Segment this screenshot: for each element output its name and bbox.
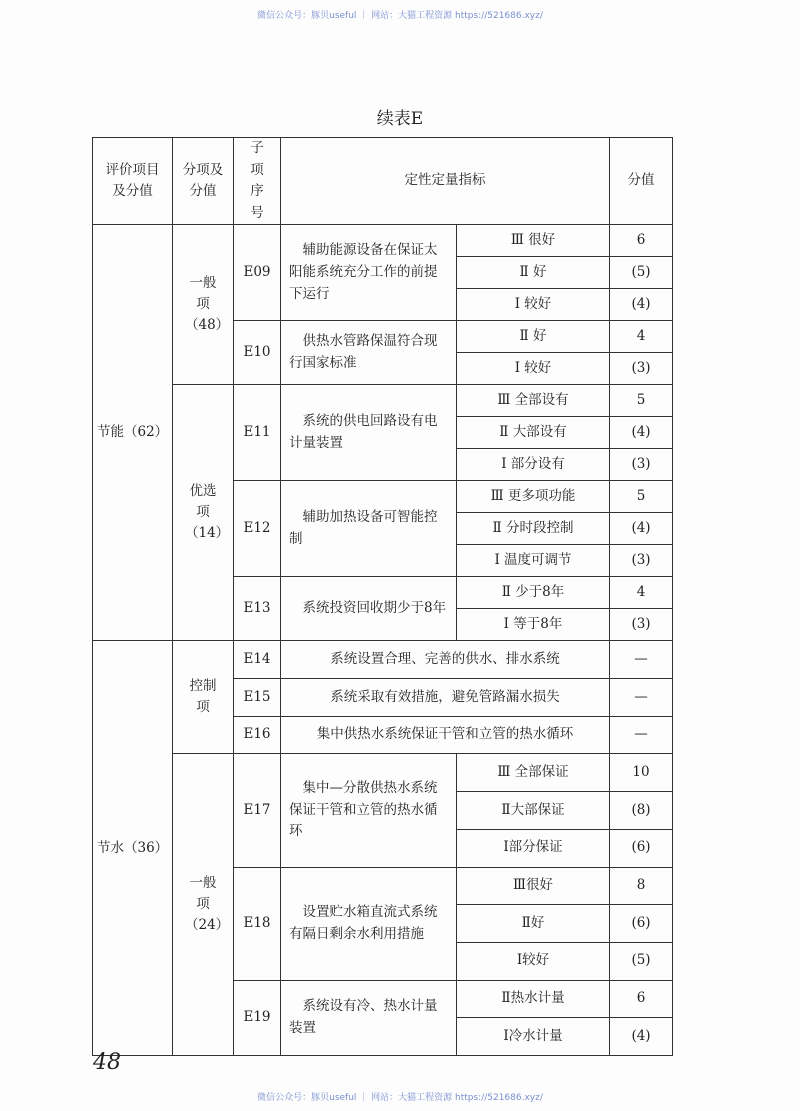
level-label: Ⅰ 等于8年: [457, 609, 610, 641]
item-code: E09: [234, 225, 281, 321]
score-cell: —: [610, 679, 673, 717]
table-row: [93, 385, 673, 417]
item-description: 系统的供电回路设有电计量装置: [281, 385, 457, 481]
item-description: 系统投资回收期少于8年: [281, 577, 457, 641]
section-cell: 一般项（48）: [173, 225, 234, 385]
score-cell: 5: [610, 481, 673, 513]
level-label: Ⅰ 部分设有: [457, 449, 610, 481]
section-cell: 控制项: [173, 641, 234, 754]
score-cell: (4): [610, 1018, 673, 1056]
item-description: 辅助加热设备可智能控制: [281, 481, 457, 577]
table-row: [93, 754, 673, 792]
level-label: Ⅱ 大部设有: [457, 417, 610, 449]
score-cell: (5): [610, 257, 673, 289]
item-description: 集中—分散供热水系统保证干管和立管的热水循环: [281, 754, 457, 867]
item-code: E12: [234, 481, 281, 577]
score-cell: (6): [610, 905, 673, 943]
level-label: Ⅲ 更多项功能: [457, 481, 610, 513]
group-cell: 节能（62）: [93, 225, 173, 641]
header-cell: 分项及分值: [173, 138, 234, 225]
level-label: Ⅲ 很好: [457, 225, 610, 257]
score-cell: (4): [610, 417, 673, 449]
level-label: Ⅲ 全部设有: [457, 385, 610, 417]
header-cell: 子项序号: [234, 138, 281, 225]
score-cell: (3): [610, 353, 673, 385]
item-description: 系统设置合理、完善的供水、排水系统: [281, 641, 610, 679]
watermark-top: 微信公众号：豚贝useful ｜ 网站：大猫工程资源 https://521686.xyz/: [257, 11, 543, 21]
score-cell: (4): [610, 513, 673, 545]
score-cell: 6: [610, 980, 673, 1018]
level-label: Ⅱ好: [457, 905, 610, 943]
item-code: E15: [234, 679, 281, 717]
level-label: Ⅱ 分时段控制: [457, 513, 610, 545]
score-cell: 4: [610, 577, 673, 609]
item-description: 系统采取有效措施，避免管路漏水损失: [281, 679, 610, 717]
item-description: 设置贮水箱直流式系统有隔日剩余水利用措施: [281, 867, 457, 980]
item-description: 系统设有冷、热水计量装置: [281, 980, 457, 1055]
header-cell: 定性定量指标: [281, 138, 610, 225]
watermark-bottom: 微信公众号：豚贝useful ｜ 网站：大猫工程资源 https://521686.xyz/: [257, 1093, 543, 1103]
group-cell: 节水（36）: [93, 641, 173, 1056]
score-cell: 4: [610, 321, 673, 353]
level-label: Ⅲ很好: [457, 867, 610, 905]
score-cell: 5: [610, 385, 673, 417]
item-description: 辅助能源设备在保证太阳能系统充分工作的前提下运行: [281, 225, 457, 321]
score-cell: (3): [610, 449, 673, 481]
score-cell: (5): [610, 942, 673, 980]
item-code: E14: [234, 641, 281, 679]
item-code: E16: [234, 716, 281, 754]
level-label: Ⅰ 温度可调节: [457, 545, 610, 577]
table-title: 续表E: [376, 109, 424, 129]
level-label: Ⅱ热水计量: [457, 980, 610, 1018]
score-cell: 8: [610, 867, 673, 905]
level-label: Ⅰ较好: [457, 942, 610, 980]
header-cell: 评价项目及分值: [93, 138, 173, 225]
item-code: E13: [234, 577, 281, 641]
score-cell: —: [610, 641, 673, 679]
level-label: Ⅱ 少于8年: [457, 577, 610, 609]
level-label: Ⅰ部分保证: [457, 829, 610, 867]
level-label: Ⅰ冷水计量: [457, 1018, 610, 1056]
score-cell: —: [610, 716, 673, 754]
page-number: 48: [93, 1050, 121, 1075]
score-cell: (3): [610, 545, 673, 577]
level-label: Ⅰ 较好: [457, 289, 610, 321]
score-cell: 10: [610, 754, 673, 792]
item-code: E10: [234, 321, 281, 385]
header-row: [93, 138, 673, 225]
header-cell: 分值: [610, 138, 673, 225]
table-row: [93, 641, 673, 679]
score-cell: (6): [610, 829, 673, 867]
score-cell: (3): [610, 609, 673, 641]
item-code: E11: [234, 385, 281, 481]
level-label: Ⅱ 好: [457, 321, 610, 353]
level-label: Ⅱ 好: [457, 257, 610, 289]
item-description: 集中供热水系统保证干管和立管的热水循环: [281, 716, 610, 754]
score-cell: (8): [610, 792, 673, 830]
section-cell: 优选项（14）: [173, 385, 234, 641]
item-code: E17: [234, 754, 281, 867]
level-label: Ⅲ 全部保证: [457, 754, 610, 792]
item-code: E18: [234, 867, 281, 980]
table-row: [93, 225, 673, 257]
score-cell: (4): [610, 289, 673, 321]
item-code: E19: [234, 980, 281, 1055]
level-label: Ⅰ 较好: [457, 353, 610, 385]
level-label: Ⅱ大部保证: [457, 792, 610, 830]
item-description: 供热水管路保温符合现行国家标准: [281, 321, 457, 385]
score-cell: 6: [610, 225, 673, 257]
evaluation-table: [92, 137, 673, 1056]
section-cell: 一般项（24）: [173, 754, 234, 1056]
